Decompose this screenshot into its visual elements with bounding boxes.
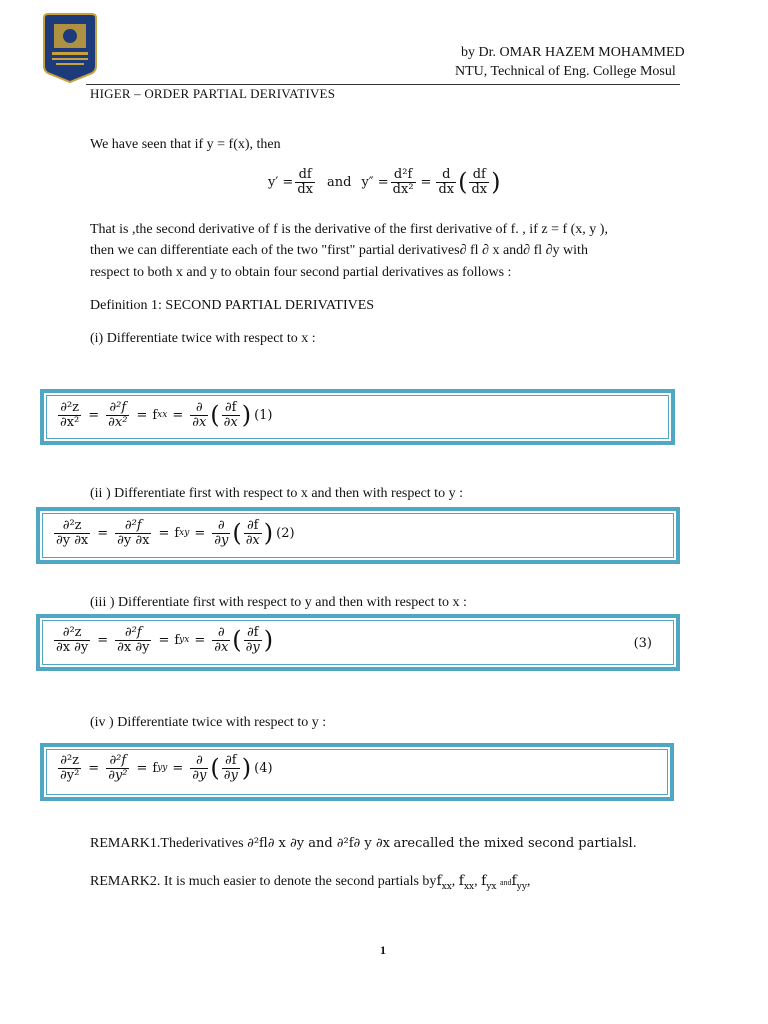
equation-tag-2: (2) bbox=[276, 525, 295, 541]
page-title: HIGER – ORDER PARTIAL DERIVATIVES bbox=[90, 86, 336, 101]
case-iv-label: (iv ) Differentiate twice with respect to y : bbox=[90, 715, 327, 730]
intro-text: We have seen that if y = f(x), then bbox=[90, 137, 281, 152]
paragraph-line-1: That is ,the second derivative of f is the derivative of the first derivative of f. , if z = f (x, y ), bbox=[90, 222, 608, 237]
paragraph-line-3: respect to both x and y to obtain four second partial derivatives as follows : bbox=[90, 265, 512, 280]
formula-box-fxx: $\frac{\text{∂²z}}{\text{∂x²}}$ = $\frac{\text{∂²f}}{\text{∂x²}}$ = f xx = $\frac{\partial}{\partial x}$ ( $\frac{\partial f}{\partial x}$ ) (1) bbox=[40, 389, 675, 445]
formula-box-fxy: $\frac{\text{∂²z}}{\partial y \partial x}$ = $\frac{\text{∂²f}}{\partial y \partial x}$ = f xy = $\frac{\partial}{\partial y}$ ( $\frac{\partial f}{\partial x}$ ) (2) bbox=[36, 507, 680, 564]
equation-tag-3: (3) bbox=[633, 636, 652, 651]
university-logo bbox=[42, 12, 98, 84]
case-iii-label: (iii ) Differentiate first with respect to y and then with respect to x : bbox=[90, 595, 467, 610]
definition-heading: Definition 1: SECOND PARTIAL DERIVATIVES bbox=[90, 298, 375, 313]
header-rule bbox=[86, 84, 680, 85]
equation-tag-4: (4) bbox=[254, 760, 273, 776]
derivative-equation: y′ = $\frac{df}{dx}$ and y″ = $\frac{\text{d²f}}{\text{dx²}}$ = $\frac{d}{dx}$ ( $\frac{df}{dx}$ ) bbox=[268, 167, 501, 197]
formula-box-fyx: $\frac{\text{∂²z}}{\partial x \partial y}$ = $\frac{\text{∂²f}}{\partial x \partial y}$ = f yx = $\frac{\partial}{\partial x}$ ( $\frac{\partial f}{\partial y}$ ) (3) bbox=[36, 614, 680, 671]
author-line: by Dr. OMAR HAZEM MOHAMMED bbox=[461, 45, 685, 60]
case-ii-label: (ii ) Differentiate first with respect to x and then with respect to y : bbox=[90, 486, 463, 501]
page-number: 1 bbox=[380, 943, 386, 957]
formula-box-fyy: $\frac{\text{∂²z}}{\text{∂y²}}$ = $\frac{\text{∂²f}}{\text{∂y²}}$ = f yy = $\frac{\partial}{\partial y}$ ( $\frac{\partial f}{\partial y}$ ) (4) bbox=[40, 743, 674, 801]
remark-2: REMARK2. It is much easier to denote the second partials byf$_{xx}$, $f_{xx}$, $f_{yx}$ andf$_{yy}$, bbox=[90, 873, 531, 892]
remark-1: REMARK1.Thederivatives ∂²fl∂ x ∂y and ∂²f∂ y ∂x arecalled the mixed second partialsl. bbox=[90, 836, 637, 851]
case-i-label: (i) Differentiate twice with respect to x : bbox=[90, 331, 316, 346]
paragraph-line-2: then we can differentiate each of the two "first" partial derivatives∂ fl ∂ x and∂ fl ∂y with bbox=[90, 243, 588, 258]
affiliation: NTU, Technical of Eng. College Mosul bbox=[455, 64, 676, 79]
equation-tag-1: (1) bbox=[254, 407, 273, 423]
